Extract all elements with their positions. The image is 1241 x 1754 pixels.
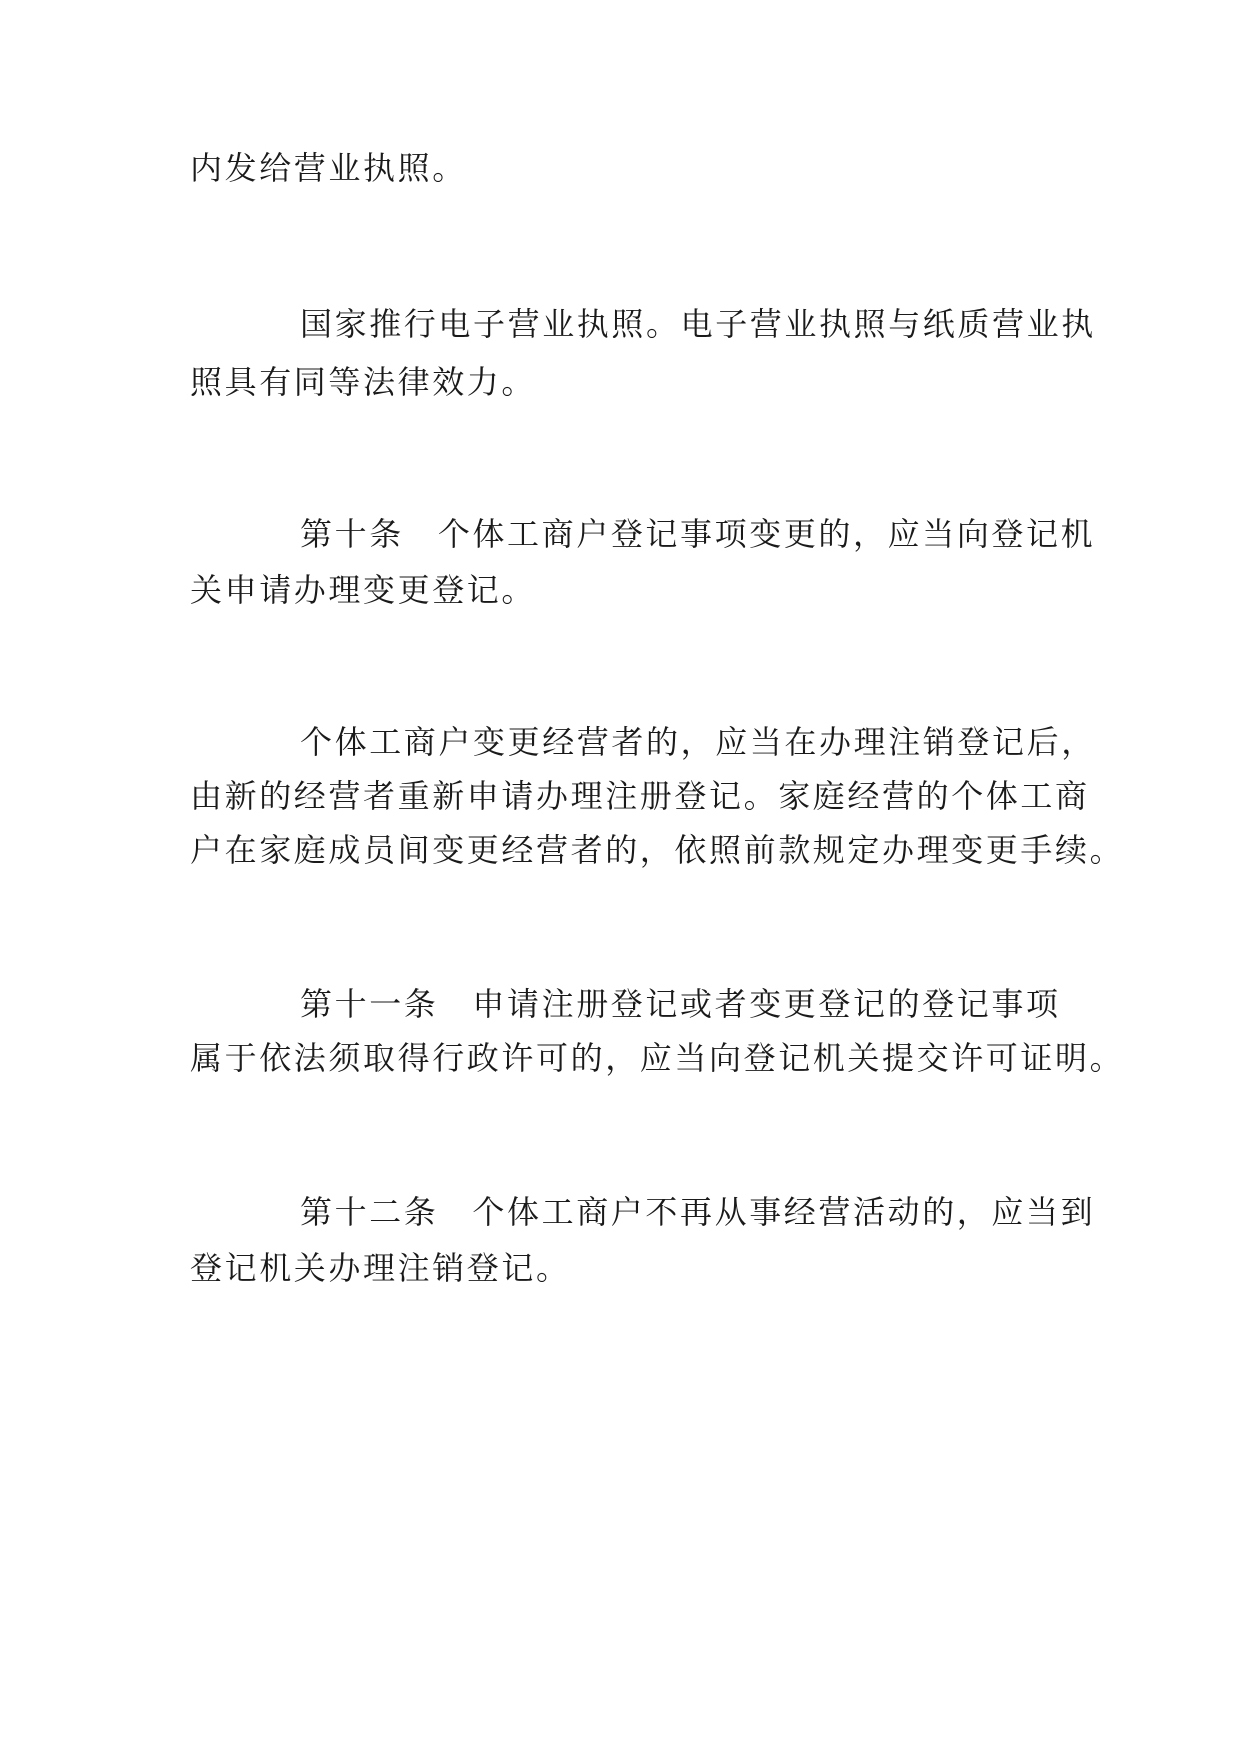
article-number: 第十一条 bbox=[300, 985, 439, 1023]
paragraph-line: 关申请办理变更登记。 bbox=[190, 571, 537, 609]
paragraph-line: 国家推行电子营业执照。电子营业执照与纸质营业执 bbox=[300, 305, 1096, 343]
article-number: 第十二条 bbox=[300, 1193, 439, 1231]
article-line bbox=[300, 514, 1096, 554]
paragraph-line: 由新的经营者重新申请办理注册登记。家庭经营的个体工商 bbox=[190, 777, 1090, 815]
article-number: 第十条 bbox=[300, 515, 404, 553]
article-line bbox=[300, 1192, 1096, 1232]
paragraph-line: 照具有同等法律效力。 bbox=[190, 363, 537, 401]
paragraph-line: 内发给营业执照。 bbox=[190, 149, 467, 187]
paragraph-line: 户在家庭成员间变更经营者的，依照前款规定办理变更手续。 bbox=[190, 831, 1125, 869]
paragraph-line: 个体工商户变更经营者的，应当在办理注销登记后， bbox=[300, 723, 1096, 761]
paragraph-line: 属于依法须取得行政许可的，应当向登记机关提交许可证明。 bbox=[190, 1039, 1125, 1077]
article-line bbox=[300, 984, 1061, 1024]
paragraph-text: 个体工商户登记事项变更的，应当向登记机 bbox=[437, 515, 1096, 553]
paragraph-text: 个体工商户不再从事经营活动的，应当到 bbox=[472, 1193, 1096, 1231]
paragraph-line: 登记机关办理注销登记。 bbox=[190, 1249, 571, 1287]
paragraph-text: 申请注册登记或者变更登记的登记事项 bbox=[472, 985, 1061, 1023]
